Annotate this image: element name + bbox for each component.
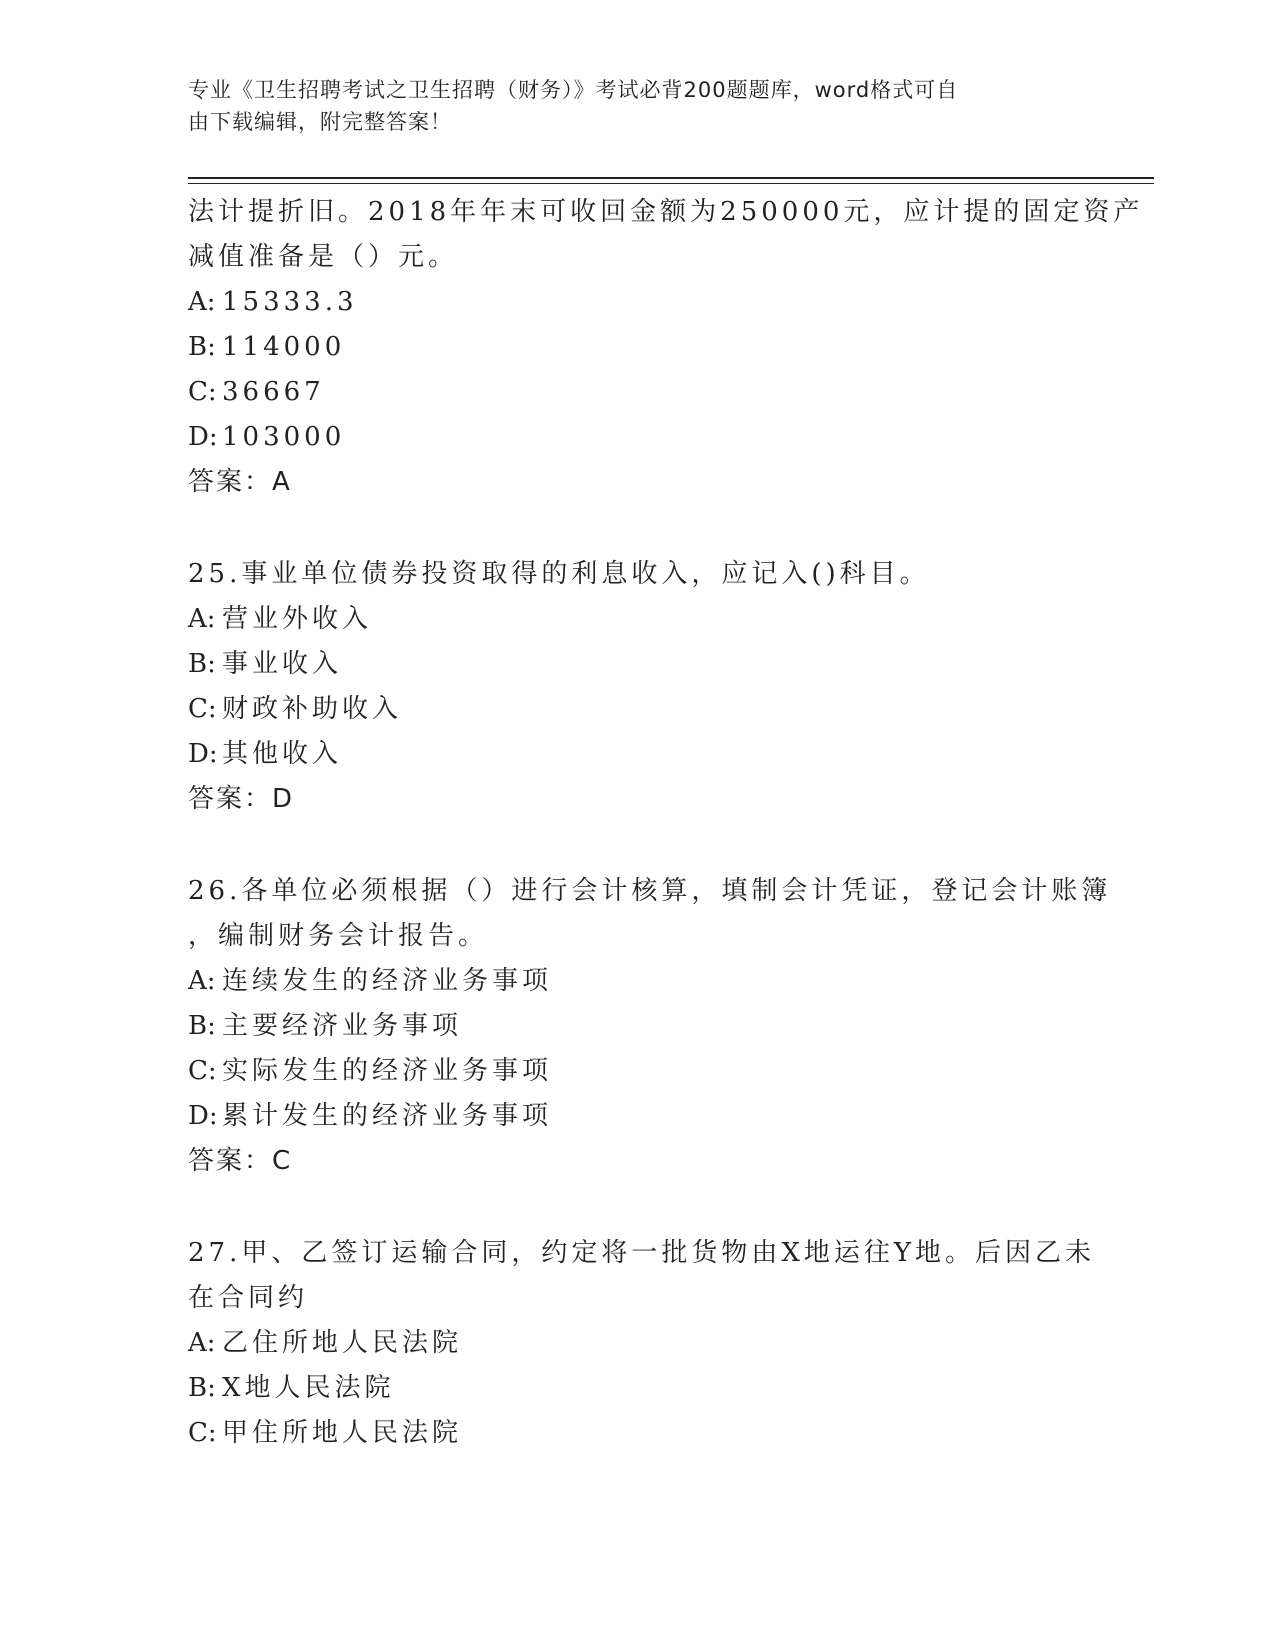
option-d <box>188 415 1088 460</box>
option-text: 114000 <box>222 332 346 362</box>
option-text: 财政补助收入 <box>222 694 403 724</box>
spacer <box>188 505 1088 552</box>
option-text: 103000 <box>222 422 346 452</box>
option-c <box>188 1411 1088 1456</box>
document-header <box>188 74 1068 138</box>
option-key: C: <box>188 377 217 407</box>
answer-line: 答案：C <box>188 1146 293 1176</box>
option-key: C: <box>188 1056 217 1086</box>
option-text: 15333.3 <box>222 287 358 317</box>
question-26 <box>188 869 1112 1184</box>
question-text: 26.各单位必须根据（）进行会计核算，填制会计凭证，登记会计账簿 <box>188 876 1112 906</box>
option-b <box>188 1366 1088 1411</box>
option-text: 营业外收入 <box>222 604 373 634</box>
option-c <box>188 370 1088 415</box>
option-d <box>188 732 1088 777</box>
option-key: A: <box>188 287 216 317</box>
option-b <box>188 1004 1088 1049</box>
option-text: 乙住所地人民法院 <box>222 1328 463 1358</box>
option-text: 甲住所地人民法院 <box>222 1418 463 1448</box>
option-a <box>188 1321 1088 1366</box>
header-divider-thin <box>188 183 1154 184</box>
option-text: 主要经济业务事项 <box>222 1011 463 1041</box>
option-key: B: <box>188 649 216 679</box>
option-text: 实际发生的经济业务事项 <box>222 1056 553 1086</box>
option-a <box>188 959 1088 1004</box>
question-text: ，编制财务会计报告。 <box>188 921 489 951</box>
option-key: D: <box>188 1101 218 1131</box>
answer-line: 答案：D <box>188 784 295 814</box>
question-text: 27.甲、乙签订运输合同，约定将一批货物由X地运往Y地。后因乙未 <box>188 1238 1096 1268</box>
header-line-1: 专业《卫生招聘考试之卫生招聘（财务）》考试必背200题题库，word格式可自 <box>188 78 959 102</box>
option-text: 事业收入 <box>222 649 343 679</box>
option-text: 其他收入 <box>222 739 343 769</box>
option-key: C: <box>188 694 217 724</box>
option-text: X地人民法院 <box>222 1373 395 1403</box>
option-key: C: <box>188 1418 217 1448</box>
question-text: 在合同约 <box>188 1283 309 1313</box>
question-25 <box>188 552 1088 822</box>
option-a <box>188 597 1088 642</box>
option-key: B: <box>188 1373 216 1403</box>
question-text: 25.事业单位债券投资取得的利息收入，应记入()科目。 <box>188 559 930 589</box>
option-d <box>188 1094 1088 1139</box>
option-key: D: <box>188 422 218 452</box>
option-key: A: <box>188 604 216 634</box>
question-24 <box>188 190 1144 505</box>
question-text: 减值准备是（）元。 <box>188 242 459 272</box>
question-list <box>188 190 1144 1456</box>
question-text: 法计提折旧。2018年年末可收回金额为250000元，应计提的固定资产 <box>188 197 1144 227</box>
answer-line: 答案：A <box>188 467 292 497</box>
option-key: B: <box>188 1011 216 1041</box>
option-c <box>188 687 1088 732</box>
question-27 <box>188 1231 1096 1456</box>
option-b <box>188 325 1088 370</box>
spacer <box>188 1184 1088 1231</box>
option-key: A: <box>188 966 216 996</box>
option-b <box>188 642 1088 687</box>
option-text: 36667 <box>222 377 325 407</box>
option-key: D: <box>188 739 218 769</box>
option-key: B: <box>188 332 216 362</box>
option-a <box>188 280 1088 325</box>
option-c <box>188 1049 1088 1094</box>
spacer <box>188 822 1088 869</box>
header-line-2: 由下载编辑，附完整答案！ <box>188 110 452 134</box>
header-divider-thick <box>188 177 1154 179</box>
option-text: 连续发生的经济业务事项 <box>222 966 553 996</box>
option-key: A: <box>188 1328 216 1358</box>
option-text: 累计发生的经济业务事项 <box>222 1101 553 1131</box>
